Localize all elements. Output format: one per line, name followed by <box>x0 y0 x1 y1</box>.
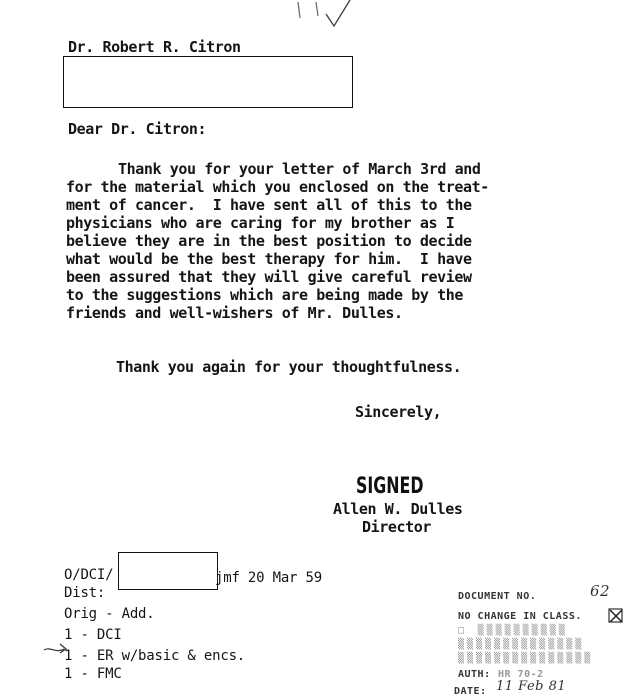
x-checkbox-icon <box>608 608 624 624</box>
faint-stamp-line: ▒▒▒▒▒▒▒▒▒▒▒▒▒▒▒ <box>458 653 594 664</box>
document-number-label: DOCUMENT NO. <box>458 591 537 602</box>
address-redaction <box>63 56 353 108</box>
body-line: physicians who are caring for my brother as I <box>66 214 455 232</box>
body-line: what would be the best therapy for him. I have <box>66 250 472 268</box>
body-line: to the suggestions which are being made by the <box>66 286 464 304</box>
body-line: for the material which you enclosed on the treat- <box>66 178 489 196</box>
handwritten-arrow-icon <box>40 640 80 660</box>
body-line: Thank you for your letter of March 3rd and <box>118 160 481 178</box>
body-line: been assured that they will give careful review <box>66 268 472 286</box>
auth-value: HR 70-2 <box>498 669 544 680</box>
signer-title: Director <box>362 518 432 536</box>
distribution-line: Orig - Add. <box>64 606 155 622</box>
distribution-line: 1 - ER w/basic & encs. <box>64 648 246 664</box>
recipient-name: Dr. Robert R. Citron <box>68 38 241 56</box>
document-number-value: 62 <box>590 582 611 600</box>
date-value: 11 Feb 81 <box>496 679 567 694</box>
no-change-in-class: NO CHANGE IN CLASS. <box>458 611 582 622</box>
auth-label: AUTH: <box>458 669 491 680</box>
date-label: DATE: <box>454 686 487 697</box>
body-line: ment of cancer. I have sent all of this to the <box>66 196 472 214</box>
body-line: believe they are in the best position to decide <box>66 232 472 250</box>
check-mark-icon <box>288 0 358 30</box>
faint-stamp-line: □ ▒▒▒▒▒▒▒▒▒▒ <box>458 625 568 636</box>
closing-paragraph: Thank you again for your thoughtfulness. <box>116 358 462 376</box>
salutation: Dear Dr. Citron: <box>68 120 207 138</box>
signed-stamp: SIGNED <box>356 474 424 499</box>
distribution-line: 1 - DCI <box>64 627 122 643</box>
faint-stamp-line: ▒▒▒▒▒▒▒▒▒▒▒▒▒▒ <box>458 639 585 650</box>
originator-prefix: O/DCI/ <box>64 567 114 583</box>
originator-suffix: jmf 20 Mar 59 <box>215 570 322 586</box>
distribution-line: 1 - FMC <box>64 666 122 682</box>
dist-label: Dist: <box>64 585 106 601</box>
originator-redaction <box>118 552 218 590</box>
signer-name: Allen W. Dulles <box>333 500 463 518</box>
body-line: friends and well-wishers of Mr. Dulles. <box>66 304 403 322</box>
signoff: Sincerely, <box>355 403 442 421</box>
